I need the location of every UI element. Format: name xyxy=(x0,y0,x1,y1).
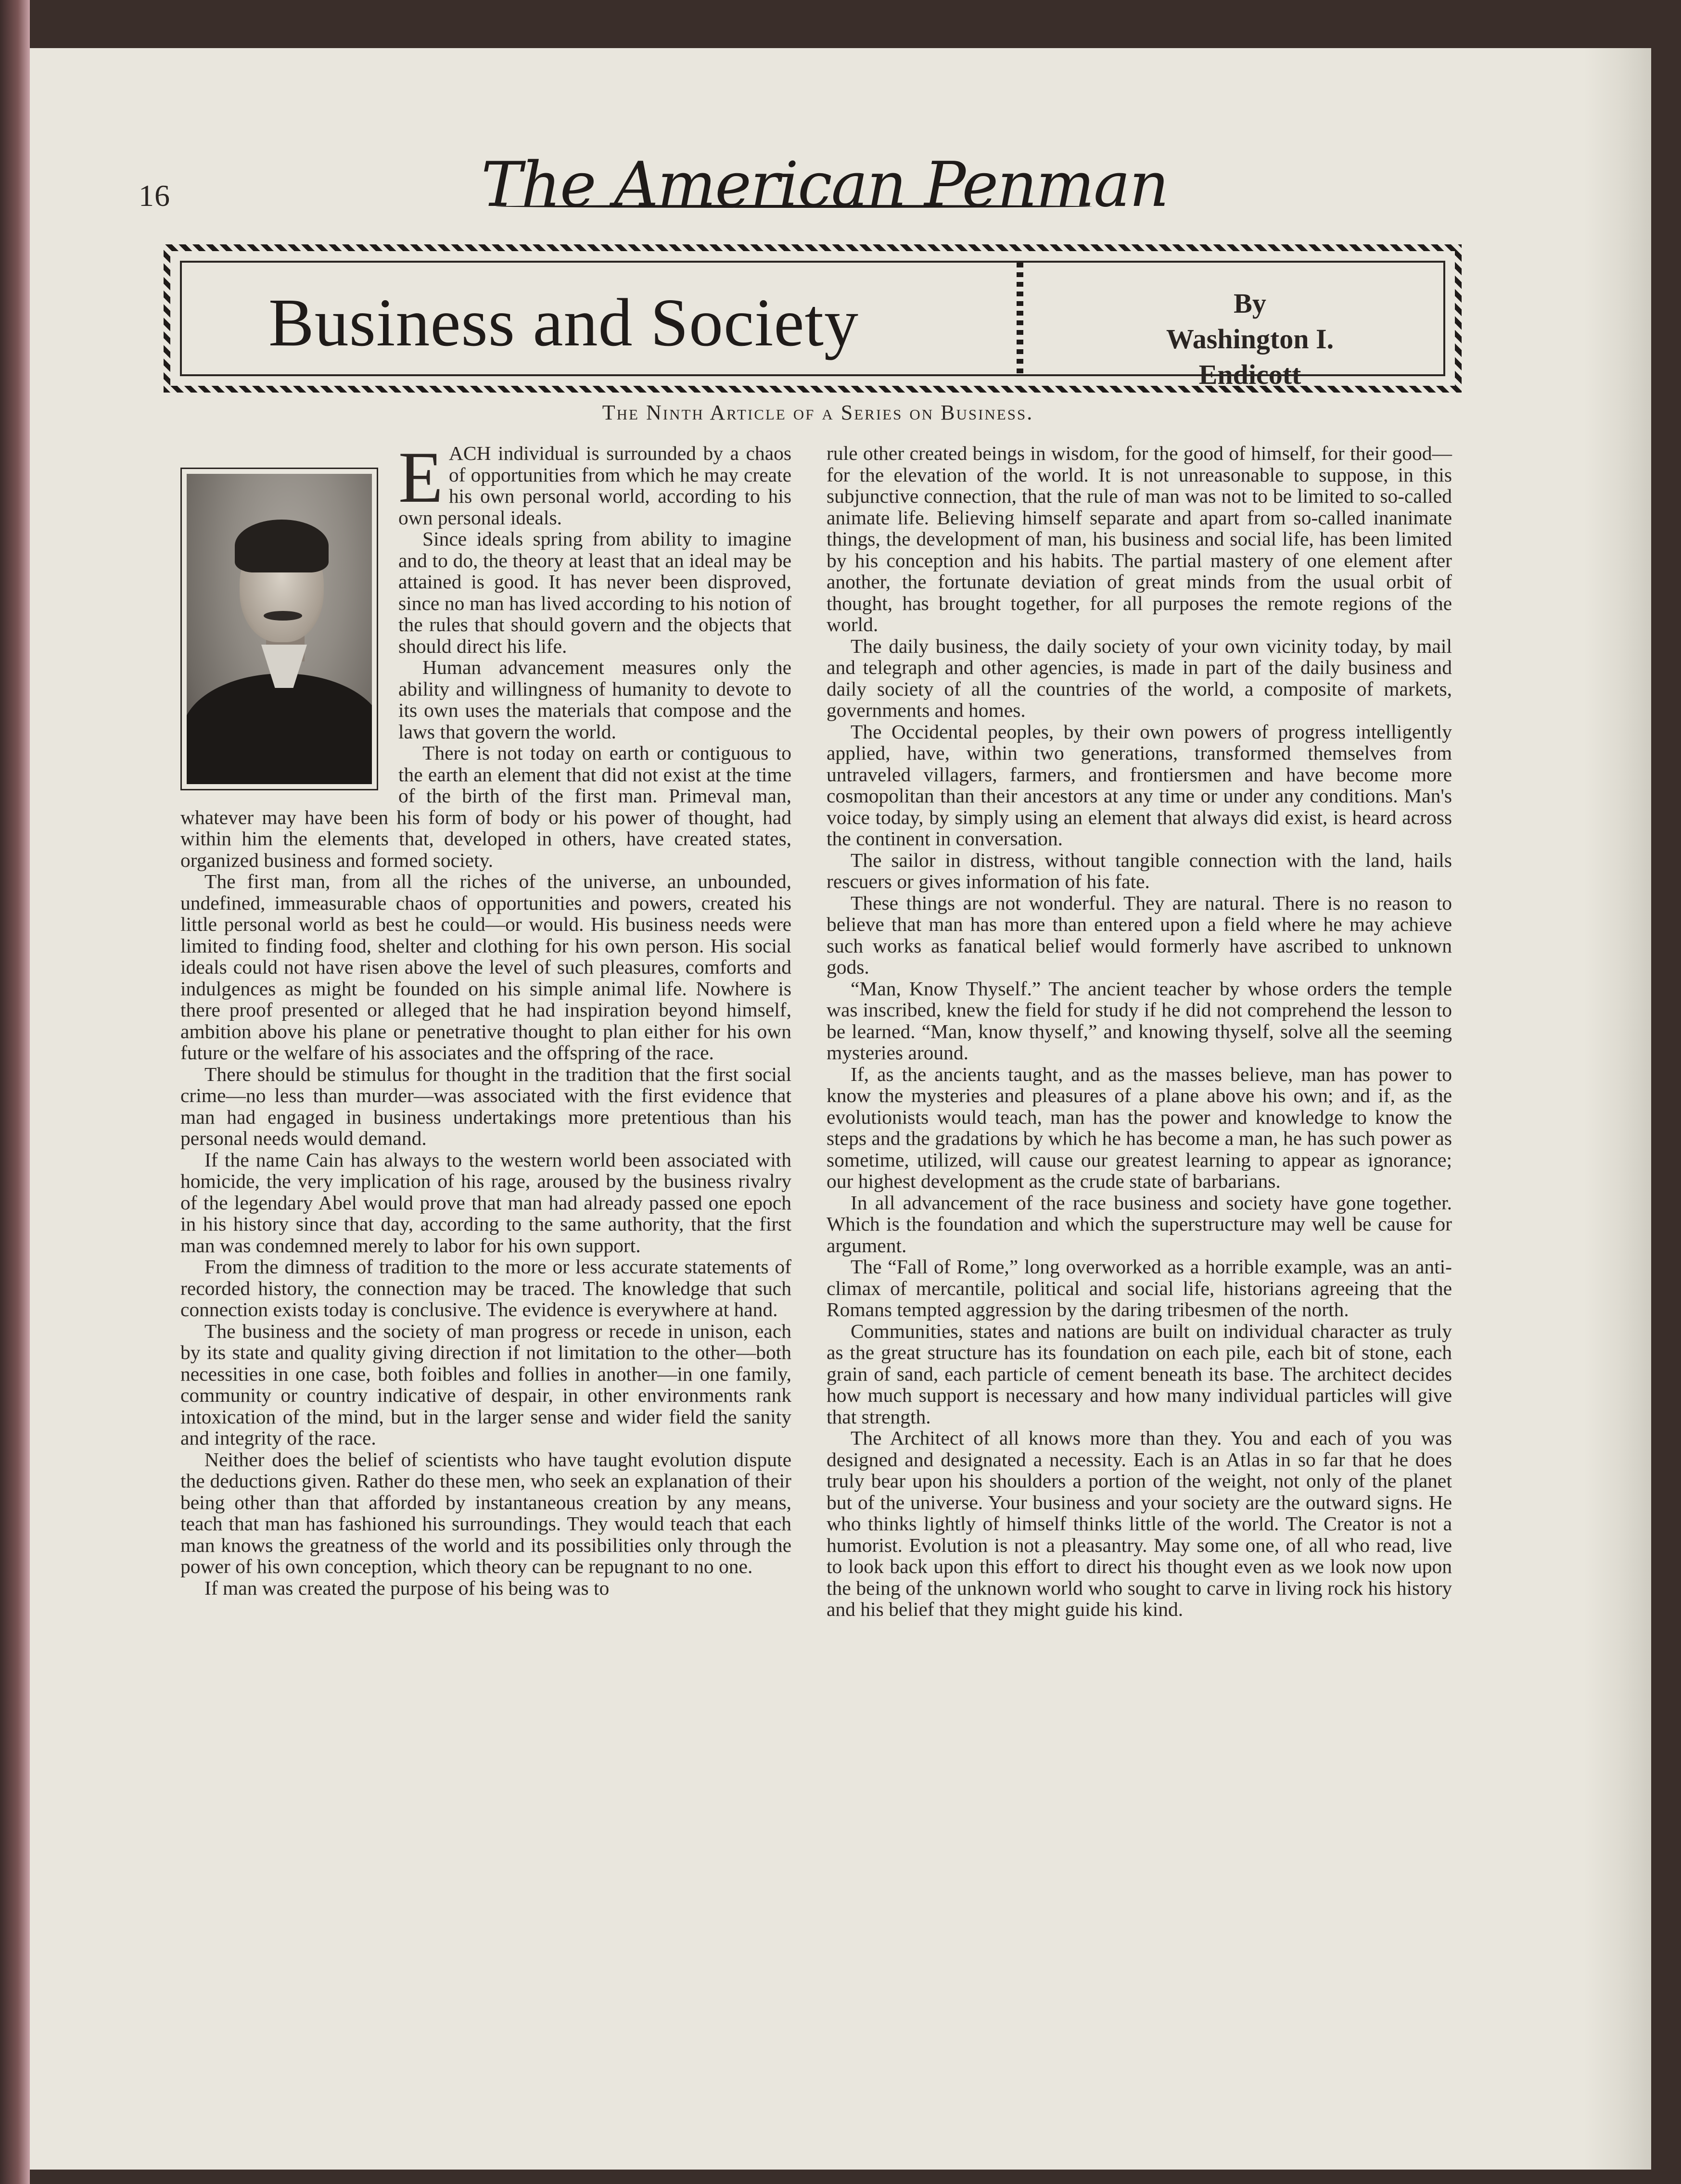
paragraph: The business and the society of man progress or recede in unison, each by its state and quality giving direction if not limitation to the other—both necessities in one case, both foibles and follies in another—in one family, community or country indicative of despair, in other environments rank intoxication of the mind, but in the larger sense and wider field the sanity and integrity of the race. xyxy=(180,1320,791,1449)
right-column xyxy=(827,443,1452,1620)
paragraph: The daily business, the daily society of your own vicinity today, by mail and telegraph and other agencies, is made in part of the daily business and daily society of all the countries of the world, a composite of markets, governments and homes. xyxy=(827,635,1452,721)
paragraph: If man was created the purpose of his being was to xyxy=(204,1576,610,1599)
paragraph: The Architect of all knows more than they. You and each of you was designed and designated a necessity. Each is an Atlas in so far that he does truly bear upon his shoulders a portion of the weight, not only of the planet but of the universe. Your business and your society are the outward signs. He who thinks lightly of himself thinks little of the world. The Creator is not a humorist. Evolution is not a pleasantry. May some one, of all who read, live to look back upon this effort to direct his thought even as we look now upon the being of the unknown world who sought to carve in living rock his history and his belief that they might guide his kind. xyxy=(827,1427,1452,1620)
title-frame xyxy=(164,244,1462,393)
paragraph: Neither does the belief of scientists who have taught evolution dispute the deductions given. Rather do these men, who seek an explanation of their being other than that afforded by instantaneous creation by any means, teach that man has fashioned his surroundings. They would teach that each man knows the greatness of the world and its possibilities only through the power of his own conception, which theory can be repugnant to no one. xyxy=(180,1448,791,1577)
paragraph: Since ideals spring from ability to imagine and to do, the theory at least that an ideal may be attained is good. It has never been disproved, since no man has lived according to his notion of the rules that should govern and the objects that should direct his life. xyxy=(398,528,791,657)
masthead-logo: The American Penman xyxy=(481,144,1102,226)
title-divider xyxy=(1017,263,1023,374)
title-inner-border xyxy=(180,261,1445,390)
byline-author: Washington I. Endicott xyxy=(1166,323,1334,390)
byline xyxy=(1115,286,1385,393)
article-subtitle: The Ninth Article of a Series on Business. xyxy=(602,401,1034,424)
article-title: Business and Society xyxy=(268,284,859,360)
paragraph: There should be stimulus for thought in the tradition that the first social crime—no less than murder—was associated with the first evidence that man had engaged in business undertakings more pretentious than his personal needs would demand. xyxy=(180,1063,791,1149)
paragraph: If the name Cain has always to the western world been associated with homicide, the very implication of his rage, aroused by the business rivalry of the legendary Abel would prove that man had already passed one epoch in his history since that day, according to the same authority, that the first man was condemned merely to labor for his own support. xyxy=(180,1148,791,1257)
byline-by: By xyxy=(1234,288,1266,319)
paragraph: Communities, states and nations are built on individual character as truly as the great structure has its foundation on each pile, each bit of stone, each grain of sand, each particle of cement beneath its base. The architect decides how much support is necessary and how many individual particles will give that strength. xyxy=(827,1320,1452,1428)
paragraph: There is not today on earth or contiguous to the earth an element that did not exist at the time of the birth of the first man. Primeval man, whatever may have been his form of body or his power of thought, had within him the elements that, developed in others, have created states, organized business and formed society. xyxy=(180,742,791,871)
paragraph: From the dimness of tradition to the more or less accurate statements of recorded history, the connection may be traced. The knowledge that such connection exists today is conclusive. The evidence is everywhere at hand. xyxy=(180,1256,791,1321)
author-portrait xyxy=(187,474,372,784)
paragraph-text: ACH individual is surrounded by a chaos of opportunities from which he may create his own personal world, according to his own personal ideals. xyxy=(398,442,791,529)
paragraph: “Man, Know Thyself.” The ancient teacher by whose orders the temple was inscribed, knew the field for study if he did not comprehend the lesson to be learned. “Man, know thyself,” and knowing thyself, solve all the seeming mysteries around. xyxy=(827,977,1452,1064)
drop-cap: E xyxy=(398,437,443,518)
paragraph: rule other created beings in wisdom, for the good of himself, for their good—for the elevation of the world. It is not unreasonable to suppose, in this subjunctive connection, that the rule of man was not to be limited to so-called animate life. Believing himself separate and apart from so-called inanimate things, the development of man, his business and social life, has been limited by his conception and his habits. The partial mastery of one element after another, the fortunate deviation of great minds from the usual orbit of thought, has brought together, for all purposes the remote regions of the world. xyxy=(827,442,1452,635)
paragraph: The sailor in distress, without tangible connection with the land, hails rescuers or gives information of his fate. xyxy=(827,849,1452,892)
author-portrait-frame xyxy=(180,468,378,790)
paragraph: In all advancement of the race business and society have gone together. Which is the foundation and which the superstructure may well be cause for argument. xyxy=(827,1191,1452,1257)
page-number: 16 xyxy=(139,178,170,213)
paragraph: The “Fall of Rome,” long overworked as a horrible example, was an anti-climax of mercantile, political and social life, historians agreeing that the Romans tempted aggression by the daring tribesmen of the north. xyxy=(827,1256,1452,1321)
page-edge-shadow xyxy=(1584,48,1651,2170)
paragraph: The first man, from all the riches of the universe, an unbounded, undefined, immeasurable chaos of opportunities and powers, created his little personal world as best he could—or would. His business needs were limited to finding food, shelter and clothing for his own person. His social ideals could not have risen above the level of such pleasures, comforts and indulgences as might be founded on his simple animal life. Nowhere is there proof presented or alleged that he had inspiration beyond himself, ambition above his plane or penetrative thought to plan either for his own future or the welfare of his associates and the offspring of the race. xyxy=(180,870,791,1064)
paragraph: Human advancement measures only the ability and willingness of humanity to devote to its own uses the materials that compose and the laws that govern the world. xyxy=(398,656,791,743)
paragraph: If, as the ancients taught, and as the masses believe, man has power to know the mysteries and pleasures of a plane above his own; and if, as the evolutionists would teach, man has the power and knowledge to know the steps and the gradations by which he has become a man, he has such power as sometime, utilized, will cause our greatest learning to appear as ignorance; our highest development as the crude state of barbarians. xyxy=(827,1063,1452,1192)
paragraph: The Occidental peoples, by their own powers of progress intelligently applied, have, within two generations, transformed themselves from untraveled villagers, farmers, and frontiersmen and have become more cosmopolitan than their ancestors at any time or under any conditions. Man's voice today, by simply using an element that always did exist, is heard across the continent in conversation. xyxy=(827,720,1452,850)
paragraph: These things are not wonderful. They are natural. There is no reason to believe that man has more than entered upon a field where he may achieve such works as fanatical belief would formerly have ascribed to unknown gods. xyxy=(827,891,1452,978)
left-column xyxy=(180,437,791,1599)
book-spine xyxy=(0,0,30,2184)
